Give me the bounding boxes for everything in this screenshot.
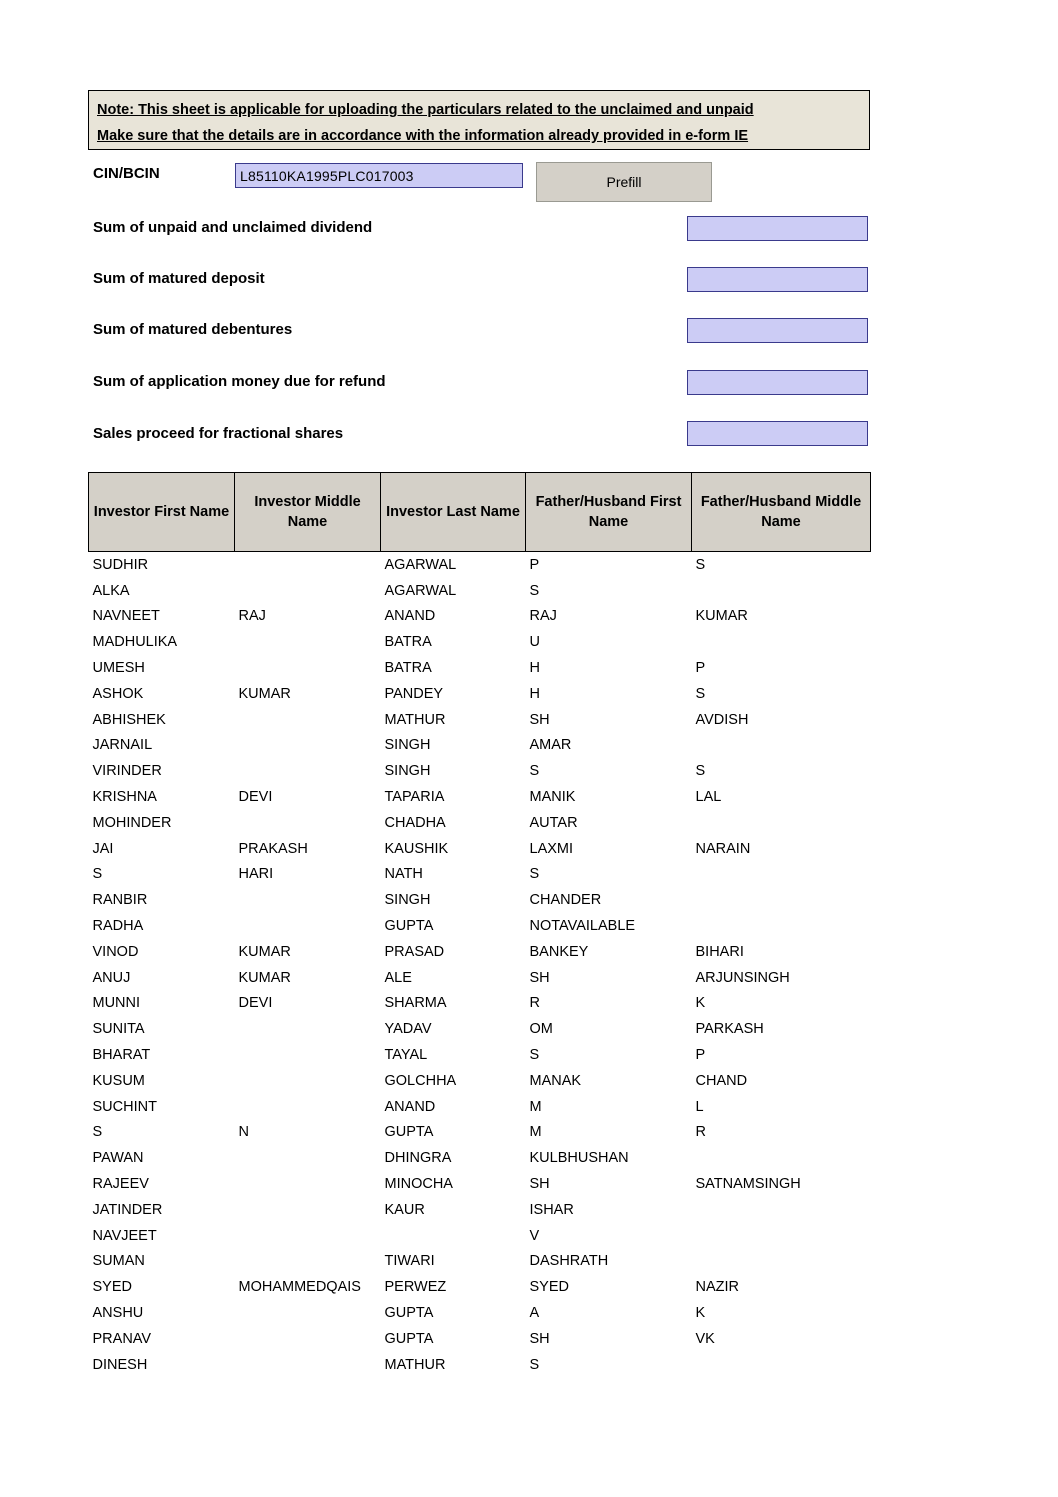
label-sales-proceed-fractional: Sales proceed for fractional shares (93, 425, 344, 442)
table-row (89, 1352, 871, 1378)
note-line-2: Make sure that the details are in accordance with the information already provided in e-form IE (97, 128, 749, 144)
table-cell[interactable]: LAL (695, 789, 722, 806)
table-cell[interactable] (235, 887, 381, 913)
table-cell[interactable]: KUMAR (238, 943, 291, 960)
table-cell[interactable]: NATH (384, 866, 423, 883)
table-cell[interactable] (692, 629, 871, 655)
table-cell[interactable]: P (529, 556, 540, 573)
note-banner (88, 90, 870, 150)
table-cell[interactable]: KRISHNA (92, 789, 157, 806)
table-cell[interactable]: PRASAD (384, 943, 445, 960)
table-cell[interactable]: RANBIR (92, 892, 148, 909)
table-row (89, 655, 871, 681)
field-sum-matured-debentures[interactable] (687, 318, 868, 343)
table-cell[interactable]: GUPTA (384, 1124, 434, 1141)
table-cell[interactable]: ALE (384, 969, 412, 986)
table-cell[interactable]: TAPARIA (384, 789, 445, 806)
table-cell[interactable]: ANUJ (92, 969, 131, 986)
table-cell[interactable]: ISHAR (529, 1201, 574, 1218)
table-row (89, 1274, 871, 1300)
table-cell[interactable]: MINOCHA (384, 1176, 453, 1193)
table-cell[interactable]: SH (529, 1176, 550, 1193)
table-cell[interactable] (235, 707, 381, 733)
table-cell[interactable]: MANIK (529, 789, 576, 806)
table-cell[interactable]: VK (695, 1330, 715, 1347)
table-cell[interactable]: GUPTA (384, 1305, 434, 1321)
table-cell[interactable] (235, 1171, 381, 1197)
table-cell[interactable]: R (529, 995, 540, 1012)
table-cell[interactable] (235, 1068, 381, 1094)
field-sum-application-money[interactable] (687, 370, 868, 395)
cin-input[interactable] (235, 163, 523, 188)
table-cell[interactable]: SUMAN (92, 1253, 145, 1270)
table-cell[interactable]: BIHARI (695, 943, 744, 960)
table-cell[interactable]: SH (529, 969, 550, 986)
table-cell[interactable]: SUNITA (92, 1021, 145, 1038)
table-cell[interactable]: K (695, 995, 706, 1012)
table-cell[interactable] (692, 1223, 871, 1249)
table-cell[interactable]: P (695, 660, 706, 677)
table-cell[interactable]: U (529, 634, 540, 651)
table-row (89, 862, 871, 888)
table-row (89, 1068, 871, 1094)
table-cell[interactable] (235, 1326, 381, 1352)
table-cell[interactable]: ABHISHEK (92, 711, 166, 728)
table-row (89, 784, 871, 810)
table-cell[interactable]: ANAND (384, 1098, 436, 1115)
field-sum-unpaid-dividend[interactable] (687, 216, 868, 241)
table-cell[interactable]: S (92, 1124, 103, 1141)
table-cell[interactable]: GOLCHHA (384, 1072, 457, 1089)
label-sum-matured-debentures: Sum of matured debentures (93, 321, 293, 338)
table-cell[interactable]: SINGH (384, 892, 431, 909)
field-sales-proceed-fractional[interactable] (687, 421, 868, 446)
table-cell[interactable]: ASHOK (92, 685, 144, 702)
table-cell[interactable] (692, 810, 871, 836)
cin-label: CIN/BCIN (93, 165, 160, 182)
table-cell[interactable] (235, 810, 381, 836)
investor-table (88, 472, 870, 1378)
table-header-row (89, 473, 871, 552)
table-cell[interactable] (235, 552, 381, 578)
table-cell[interactable]: GUPTA (384, 1330, 434, 1347)
table-cell[interactable]: GUPTA (384, 918, 434, 935)
table-cell[interactable]: CHANDER (529, 892, 602, 909)
table-cell[interactable] (235, 1042, 381, 1068)
table-cell[interactable]: MADHULIKA (92, 634, 178, 651)
table-cell[interactable]: H (529, 685, 540, 702)
table-row (89, 1145, 871, 1171)
table-cell[interactable]: S (529, 1356, 540, 1373)
table-cell[interactable]: DASHRATH (529, 1253, 609, 1270)
table-cell[interactable] (235, 1145, 381, 1171)
table-cell[interactable] (235, 1249, 381, 1275)
table-cell[interactable]: NAZIR (695, 1279, 739, 1296)
table-cell[interactable]: HARI (238, 866, 274, 883)
table-cell[interactable] (235, 578, 381, 604)
table-cell[interactable]: DEVI (238, 995, 273, 1012)
table-cell[interactable]: RAJ (529, 608, 557, 625)
table-cell[interactable]: PERWEZ (384, 1279, 447, 1296)
table-cell[interactable]: SYED (529, 1279, 569, 1296)
table-cell[interactable]: BHARAT (92, 1047, 151, 1064)
column-header-investor-middle-name[interactable]: Investor Middle Name (235, 473, 381, 552)
table-cell[interactable]: TIWARI (384, 1253, 435, 1270)
table-row (89, 836, 871, 862)
table-cell[interactable]: AMAR (529, 737, 572, 754)
table-cell[interactable] (235, 1094, 381, 1120)
table-row (89, 810, 871, 836)
table-cell[interactable]: CHAND (695, 1072, 748, 1089)
table-cell[interactable]: N (238, 1124, 249, 1141)
table-cell[interactable] (235, 758, 381, 784)
table-cell[interactable]: R (695, 1124, 706, 1141)
table-cell[interactable]: S (92, 866, 103, 883)
table-cell[interactable]: S (695, 685, 706, 702)
table-cell[interactable]: ANSHU (92, 1305, 144, 1321)
table-cell[interactable] (692, 733, 871, 759)
table-cell[interactable]: PARKASH (695, 1021, 764, 1038)
table-cell[interactable]: RAJ (238, 608, 266, 625)
table-cell[interactable]: S (695, 763, 706, 780)
table-cell[interactable] (235, 1223, 381, 1249)
table-cell[interactable] (235, 655, 381, 681)
table-cell[interactable]: KAUSHIK (384, 840, 449, 857)
table-cell[interactable]: KUSUM (92, 1072, 145, 1089)
table-cell[interactable]: UMESH (92, 660, 145, 677)
table-row (89, 1171, 871, 1197)
table-row (89, 1016, 871, 1042)
table-cell[interactable]: MOHAMMEDQAIS (238, 1279, 361, 1296)
table-cell[interactable]: JARNAIL (92, 737, 153, 754)
table-row (89, 707, 871, 733)
table-row (89, 939, 871, 965)
table-cell[interactable] (235, 629, 381, 655)
table-cell[interactable]: LAXMI (529, 840, 574, 857)
table-cell[interactable] (692, 1249, 871, 1275)
table-cell[interactable]: NARAIN (695, 840, 751, 857)
column-header-investor-first-name[interactable]: Investor First Name (89, 473, 235, 552)
table-cell[interactable]: SATNAMSINGH (695, 1176, 801, 1193)
table-cell[interactable]: MUNNI (92, 995, 141, 1012)
table-cell[interactable] (692, 862, 871, 888)
table-cell[interactable] (692, 1145, 871, 1171)
table-cell[interactable] (235, 1300, 381, 1326)
table-row (89, 1249, 871, 1275)
table-cell[interactable]: SINGH (384, 737, 431, 754)
table-cell[interactable]: RADHA (92, 918, 144, 935)
table-cell[interactable]: KUMAR (238, 685, 291, 702)
table-cell[interactable]: VINOD (92, 943, 139, 960)
table-cell[interactable]: SYED (92, 1279, 132, 1296)
table-cell[interactable]: DEVI (238, 789, 273, 806)
table-cell[interactable]: M (529, 1124, 542, 1141)
table-cell[interactable]: KUMAR (238, 969, 291, 986)
table-cell[interactable]: SHARMA (384, 995, 447, 1012)
table-cell[interactable] (692, 1352, 871, 1378)
table-cell[interactable]: AUTAR (529, 814, 578, 831)
table-cell[interactable]: AGARWAL (384, 556, 457, 573)
table-cell[interactable]: SUCHINT (92, 1098, 157, 1115)
prefill-button[interactable]: Prefill (536, 162, 712, 202)
table-row (89, 965, 871, 991)
field-sum-matured-deposit[interactable] (687, 267, 868, 292)
table-cell[interactable] (235, 1016, 381, 1042)
column-header-investor-last-name[interactable]: Investor Last Name (381, 473, 526, 552)
table-cell[interactable]: MATHUR (384, 711, 446, 728)
table-cell[interactable]: SH (529, 711, 550, 728)
table-cell[interactable]: CHADHA (384, 814, 446, 831)
table-row (89, 1300, 871, 1326)
table-cell[interactable]: A (529, 1305, 540, 1321)
table-cell[interactable]: NOTAVAILABLE (529, 918, 636, 935)
table-cell[interactable] (381, 1223, 526, 1249)
table-cell[interactable]: PRAKASH (238, 840, 308, 857)
note-line-1: Note: This sheet is applicable for uploading the particulars related to the unclaimed and unpaid (97, 102, 754, 118)
table-row (89, 913, 871, 939)
label-sum-unpaid-dividend: Sum of unpaid and unclaimed dividend (93, 219, 373, 236)
table-row (89, 552, 871, 578)
table-cell[interactable]: AVDISH (695, 711, 749, 728)
table-cell[interactable]: P (695, 1047, 706, 1064)
table-cell[interactable] (235, 913, 381, 939)
table-row (89, 604, 871, 630)
table-cell[interactable]: BANKEY (529, 943, 589, 960)
table-cell[interactable]: MANAK (529, 1072, 582, 1089)
table-cell[interactable]: K (695, 1305, 706, 1321)
table-cell[interactable]: DHINGRA (384, 1150, 452, 1167)
column-header-father-husband-middle-name[interactable]: Father/Husband Middle Name (692, 473, 871, 552)
table-cell[interactable]: JATINDER (92, 1201, 163, 1218)
table-row (89, 1120, 871, 1146)
table-cell[interactable]: VIRINDER (92, 763, 162, 780)
table-cell[interactable]: AGARWAL (384, 582, 457, 599)
table-cell[interactable] (692, 1197, 871, 1223)
table-cell[interactable]: ALKA (92, 582, 130, 599)
table-cell[interactable] (235, 1197, 381, 1223)
table-row (89, 578, 871, 604)
table-cell[interactable]: S (695, 556, 706, 573)
table-cell[interactable]: S (529, 1047, 540, 1064)
table-row (89, 1094, 871, 1120)
table-cell[interactable]: PANDEY (384, 685, 444, 702)
table-row (89, 887, 871, 913)
label-sum-application-money: Sum of application money due for refund (93, 373, 386, 390)
table-cell[interactable] (692, 578, 871, 604)
table-row (89, 1042, 871, 1068)
table-cell[interactable]: RAJEEV (92, 1176, 149, 1193)
table-row (89, 1197, 871, 1223)
table-row (89, 991, 871, 1017)
table-cell[interactable]: H (529, 660, 540, 677)
table-cell[interactable]: ARJUNSINGH (695, 969, 790, 986)
table-cell[interactable]: BATRA (384, 660, 432, 677)
table-cell[interactable]: ANAND (384, 608, 436, 625)
table-cell[interactable]: NAVNEET (92, 608, 160, 625)
table-cell[interactable]: KAUR (384, 1201, 425, 1218)
table-cell[interactable]: L (695, 1098, 704, 1115)
table-row (89, 629, 871, 655)
table-cell[interactable]: S (529, 582, 540, 599)
table-row (89, 758, 871, 784)
table-row (89, 1223, 871, 1249)
table-cell[interactable]: SINGH (384, 763, 431, 780)
table-cell[interactable]: TAYAL (384, 1047, 428, 1064)
table-cell[interactable] (692, 887, 871, 913)
table-cell[interactable]: S (529, 866, 540, 883)
table-cell[interactable]: KUMAR (695, 608, 748, 625)
table-cell[interactable]: M (529, 1098, 542, 1115)
table-row (89, 1326, 871, 1352)
table-row (89, 733, 871, 759)
table-cell[interactable]: YADAV (384, 1021, 432, 1038)
table-cell[interactable]: PAWAN (92, 1150, 144, 1167)
table-cell[interactable]: PRANAV (92, 1330, 152, 1347)
table-cell[interactable]: BATRA (384, 634, 432, 651)
table-cell[interactable] (235, 1352, 381, 1378)
table-cell[interactable]: SH (529, 1330, 550, 1347)
table-cell[interactable]: OM (529, 1021, 553, 1038)
table-cell[interactable]: JAI (92, 840, 114, 857)
label-sum-matured-deposit: Sum of matured deposit (93, 270, 265, 287)
column-header-father-husband-first-name[interactable]: Father/Husband First Name (526, 473, 692, 552)
table-cell[interactable]: NAVJEET (92, 1227, 157, 1244)
table-cell[interactable]: MOHINDER (92, 814, 172, 831)
table-cell[interactable]: DINESH (92, 1356, 148, 1373)
table-cell[interactable]: MATHUR (384, 1356, 446, 1373)
table-cell[interactable]: V (529, 1227, 540, 1244)
table-cell[interactable]: SUDHIR (92, 556, 149, 573)
table-cell[interactable]: S (529, 763, 540, 780)
table-cell[interactable]: KULBHUSHAN (529, 1150, 629, 1167)
table-cell[interactable] (235, 733, 381, 759)
table-row (89, 681, 871, 707)
table-cell[interactable] (692, 913, 871, 939)
